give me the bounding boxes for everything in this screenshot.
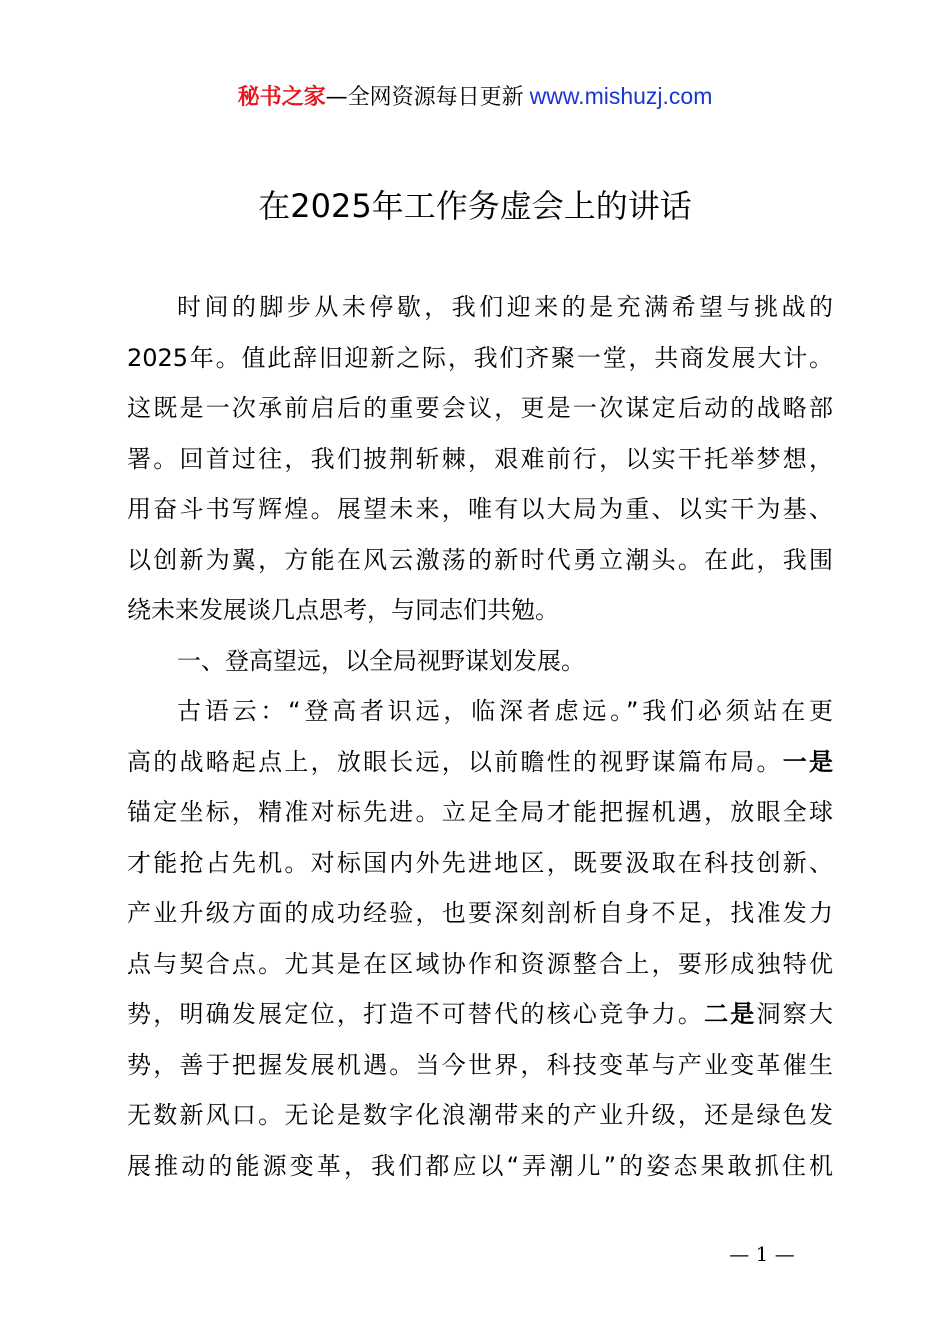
paragraph-line: 时间的脚步从未停歇，我们迎来的是充满希望与挑战的 <box>177 293 833 321</box>
page-number: — 1 — <box>729 1242 795 1266</box>
paragraph-line: 这既是一次承前启后的重要会议，更是一次谋定后动的战略部 <box>127 394 833 422</box>
document-title: 在2025年工作务虚会上的讲话 <box>258 187 692 225</box>
header-tagline: —全网资源每日更新 <box>325 85 524 110</box>
paragraph-line <box>127 989 833 1040</box>
paragraph-line: 古语云：“登高者识远，临深者虑远。”我们必须站在更 <box>177 697 833 725</box>
section-heading: 一、登高望远，以全局视野谋划发展。 <box>177 646 585 675</box>
paragraph-text: 势，明确发展定位，打造不可替代的核心竞争力。 <box>127 1000 705 1028</box>
brand-name: 秘书之家 <box>237 85 326 110</box>
paragraph-line: 展推动的能源变革，我们都应以“弄潮儿”的姿态果敢抓住机 <box>127 1151 833 1180</box>
paragraph-line: 才能抢占先机。对标国内外先进地区，既要汲取在科技创新、 <box>127 848 833 877</box>
paragraph-line: 锚定坐标，精准对标先进。立足全局才能把握机遇，放眼全球 <box>127 798 833 826</box>
site-url-link[interactable]: www.mishuzj.com <box>529 83 713 109</box>
paragraph-line: 产业升级方面的成功经验，也要深刻剖析自身不足，找准发力 <box>127 899 833 927</box>
paragraph-line: 点与契合点。尤其是在区域协作和资源整合上，要形成独特优 <box>127 949 833 978</box>
document-body <box>127 282 833 1191</box>
paragraph-line: 署。回首过往，我们披荆斩棘，艰难前行，以实干托举梦想， <box>127 444 833 473</box>
paragraph-line: 绕未来发展谈几点思考，与同志们共勉。 <box>127 596 559 624</box>
emphasis-text: 一是 <box>782 747 834 776</box>
paragraph-line: 势，善于把握发展机遇。当今世界，科技变革与产业变革催生 <box>127 1050 833 1079</box>
paragraph-line: 以创新为翼，方能在风云激荡的新时代勇立潮头。在此，我围 <box>127 545 833 574</box>
site-header-banner <box>0 80 950 114</box>
paragraph-line: 无数新风口。无论是数字化浪潮带来的产业升级，还是绿色发 <box>127 1101 833 1129</box>
paragraph-line <box>127 737 833 788</box>
paragraph-line: 用奋斗书写辉煌。展望未来，唯有以大局为重、以实干为基、 <box>127 495 833 523</box>
emphasis-text: 二是 <box>704 1000 757 1028</box>
paragraph-text: 高的战略起点上，放眼长远，以前瞻性的视野谋篇布局。 <box>127 747 783 776</box>
paragraph-text: 洞察大 <box>756 1000 834 1028</box>
paragraph-line: 2025年。值此辞旧迎新之际，我们齐聚一堂，共商发展大计。 <box>127 343 833 372</box>
